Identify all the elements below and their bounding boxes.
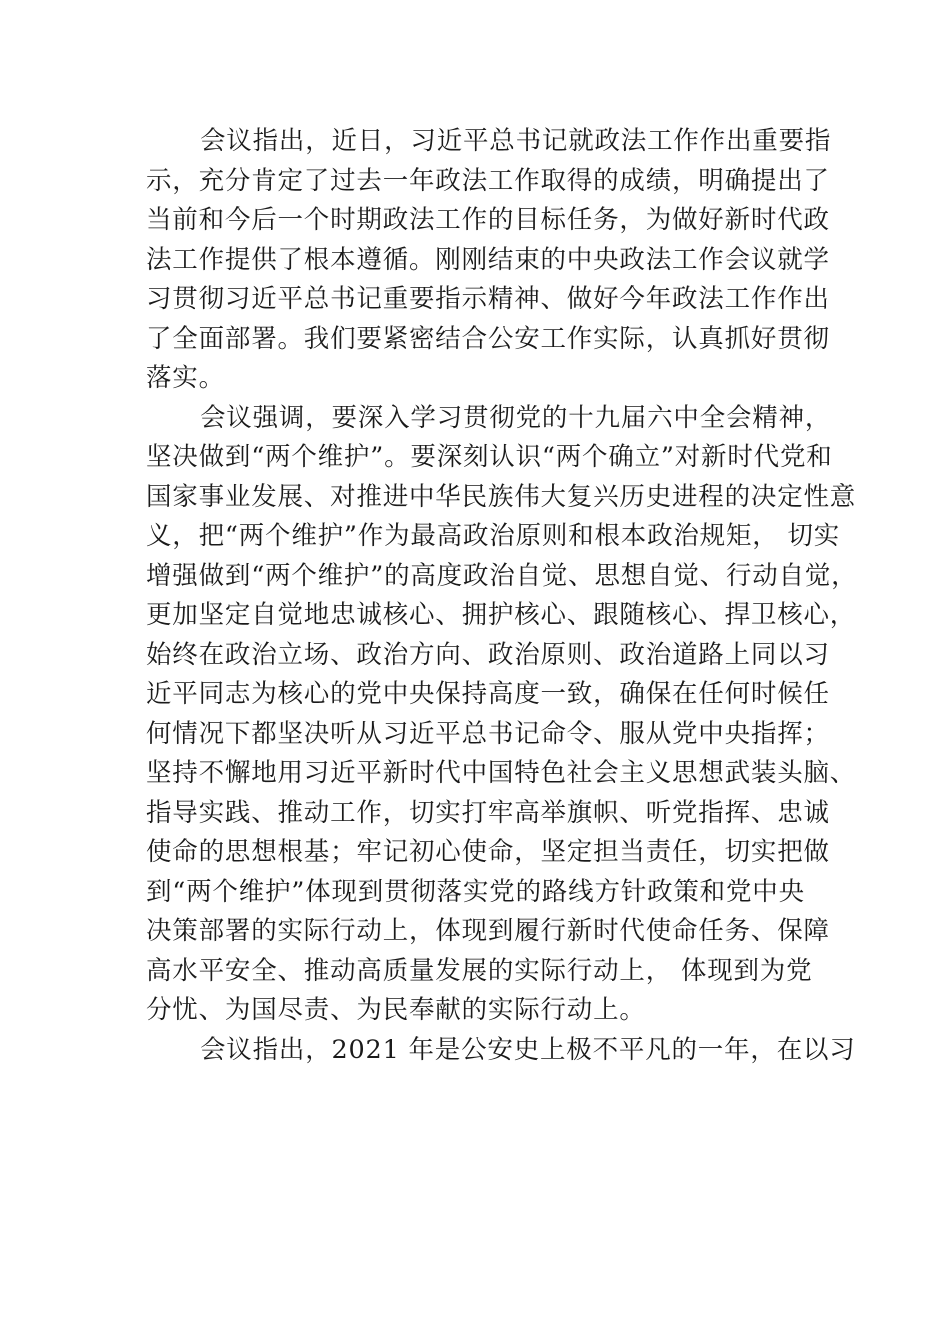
paragraph-2-line-8: 近平同志为核心的党中央保持高度一致，确保在任何时候任 [146, 679, 830, 709]
paragraph-1-line-4: 法工作提供了根本遵循。刚刚结束的中央政法工作会议就学 [146, 244, 830, 275]
paragraph-2-line-14: 决策部署的实际行动上，体现到履行新时代使命任务、保障 [146, 916, 830, 946]
paragraph-1-line-3: 当前和今后一个时期政法工作的目标任务，为做好新时代政 [146, 205, 830, 235]
paragraph-2-line-6: 更加坚定自觉地忠诚核心、拥护核心、跟随核心、捍卫核心， [146, 600, 857, 630]
paragraph-3-line-1: 会议指出，2021 年是公安史上极不平凡的一年，在以习 [200, 1034, 856, 1065]
paragraph-1-line-2: 示，充分肯定了过去一年政法工作取得的成绩，明确提出了 [146, 165, 830, 196]
paragraph-2-line-16: 分忧、为国尽责、为民奉献的实际行动上。 [146, 995, 646, 1025]
paragraph-1-line-5: 习贯彻习近平总书记重要指示精神、做好今年政法工作作出 [146, 284, 830, 314]
paragraph-2-line-15: 高水平安全、推动高质量发展的实际行动上， 体现到为党 [146, 955, 813, 986]
paragraph-2-line-12: 使命的思想根基；牢记初心使命，坚定担当责任，切实把做 [146, 837, 830, 867]
paragraph-1-line-1: 会议指出，近日，习近平总书记就政法工作作出重要指 [200, 126, 832, 156]
paragraph-2-line-1: 会议强调，要深入学习贯彻党的十九届六中全会精神， [200, 402, 832, 433]
paragraph-2-line-3: 国家事业发展、对推进中华民族伟大复兴历史进程的决定性意 [146, 481, 857, 512]
paragraph-2-line-11: 指导实践、推动工作，切实打牢高举旗帜、听党指挥、忠诚 [146, 797, 830, 828]
paragraph-2-line-7: 始终在政治立场、政治方向、政治原则、政治道路上同以习 [146, 639, 830, 670]
paragraph-2-line-13: 到“两个维护”体现到贯彻落实党的路线方针政策和党中央 [146, 876, 805, 907]
paragraph-2-line-2: 坚决做到“两个维护”。要深刻认识“两个确立”对新时代党和 [146, 442, 833, 472]
document-body [146, 122, 858, 1070]
paragraph-2-line-9: 何情况下都坚决听从习近平总书记命令、服从党中央指挥； [146, 718, 830, 749]
paragraph-2-line-10: 坚持不懈地用习近平新时代中国特色社会主义思想武装头脑、 [146, 758, 857, 788]
paragraph-2-line-5: 增强做到“两个维护”的高度政治自觉、思想自觉、行动自觉， [146, 560, 858, 591]
paragraph-1-line-7: 落实。 [146, 363, 225, 393]
paragraph-1-line-6: 了全面部署。我们要紧密结合公安工作实际，认真抓好贯彻 [146, 323, 830, 354]
paragraph-2-line-4: 义，把“两个维护”作为最高政治原则和根本政治规矩， 切实 [146, 521, 841, 551]
